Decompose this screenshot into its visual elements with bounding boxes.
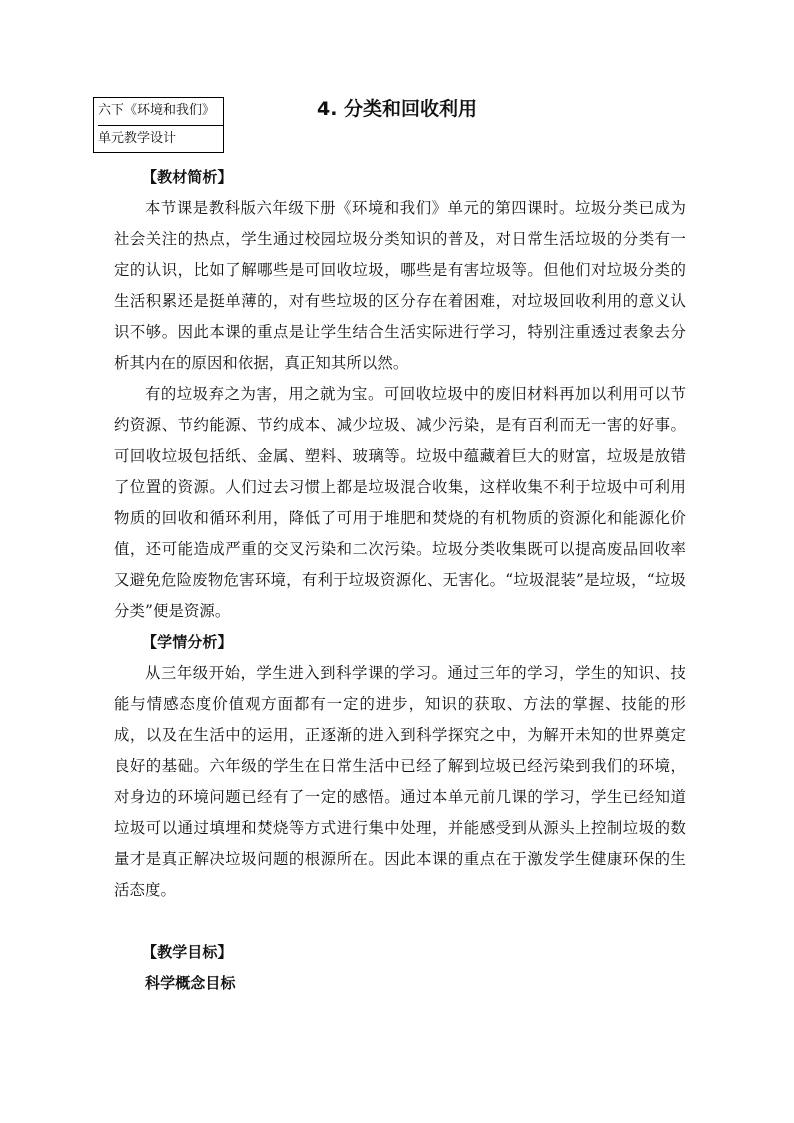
document-body — [114, 162, 686, 999]
subheading-science-concept-goals: 科学概念目标 — [145, 974, 236, 992]
paragraph-student-analysis-1: 从三年级开始，学生进入到科学课的学习。通过三年的学习，学生的知识、技能与情感态度价值观方面都有一定的进步，知识的获取、方法的掌握、技能的形成，以及在生活中的运用，正逐渐的进入到科学探究之中，为解开未知的世界奠定良好的基础。六年级的学生在日常生活中已经了解到垃圾已经污染到我们的环境，对身边的环境问题已经有了一定的感悟。通过本单元前几课的学习，学生已经知道垃圾可以通过填埋和焚烧等方式进行集中处理，并能感受到从源头上控制垃圾的数量才是真正解决垃圾问题的根源所在。因此本课的重点在于激发学生健康环保的生活态度。 — [114, 664, 686, 899]
unit-label-line2: 单元教学设计 — [98, 131, 177, 146]
blank-line — [114, 906, 686, 937]
section-heading-textbook-analysis: 【教材简析】 — [142, 168, 233, 186]
unit-label-line1: 六下《环境和我们》 — [98, 98, 223, 126]
paragraph-textbook-analysis-2: 有的垃圾弃之为害，用之就为宝。可回收垃圾中的废旧材料再加以利用可以节约资源、节约能源、节约成本、减少垃圾、减少污染，是有百利而无一害的好事。可回收垃圾包括纸、金属、塑料、玻璃等。垃圾中蕴藏着巨大的财富，垃圾是放错了位置的资源。人们过去习惯上都是垃圾混合收集，这样收集不利于垃圾中可利用物质的回收和循环利用，降低了可用于堆肥和焚烧的有机物质的资源化和能源化价值，还可能造成严重的交叉污染和二次污染。垃圾分类收集既可以提高废品回收率又避免危险废物危害环境，有利于垃圾资源化、无害化。“垃圾混装”是垃圾，“垃圾分类”便是资源。 — [114, 385, 686, 620]
section-heading-student-analysis: 【学情分析】 — [142, 633, 233, 651]
lesson-title: 4. 分类和回收利用 — [316, 98, 478, 120]
paragraph-textbook-analysis-1: 本节课是教科版六年级下册《环境和我们》单元的第四课时。垃圾分类已成为社会关注的热点，学生通过校园垃圾分类知识的普及，对日常生活垃圾的分类有一定的认识，比如了解哪些是可回收垃圾，哪些是有害垃圾等。但他们对垃圾分类的生活积累还是挺单薄的，对有些垃圾的区分存在着困难，对垃圾回收利用的意义认识不够。因此本课的重点是让学生结合生活实际进行学习，特别注重透过表象去分析其内在的原因和依据，真正知其所以然。 — [114, 199, 686, 372]
section-heading-teaching-goals: 【教学目标】 — [142, 943, 233, 961]
